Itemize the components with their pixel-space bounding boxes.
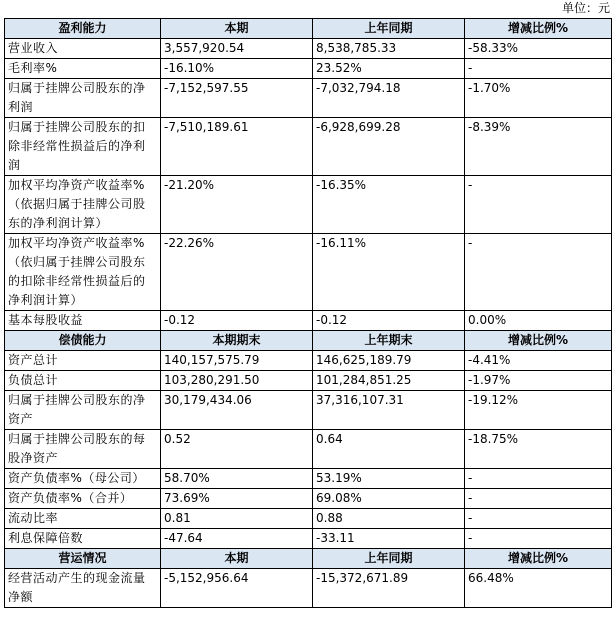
table-row	[5, 39, 612, 59]
table-row	[5, 118, 612, 176]
table-row	[5, 234, 612, 311]
row-label: 加权平均净资产收益率%（依据归属于挂牌公司股东的净利润计算）	[5, 176, 161, 234]
table-row	[5, 311, 612, 331]
prior-value: -0.12	[313, 311, 465, 331]
prior-value: 0.88	[313, 509, 465, 529]
table-row	[5, 469, 612, 489]
table-row	[5, 79, 612, 118]
column-header: 本期	[161, 19, 313, 39]
current-value: -47.64	[161, 529, 313, 549]
section-title: 营运情况	[5, 549, 161, 569]
table-row	[5, 351, 612, 371]
current-value: -5,152,956.64	[161, 569, 313, 608]
change-percent: -19.12%	[465, 391, 612, 430]
column-header: 上年同期	[313, 549, 465, 569]
prior-value: -16.35%	[313, 176, 465, 234]
current-value: -22.26%	[161, 234, 313, 311]
section-header-row	[5, 19, 612, 39]
change-percent: -	[465, 59, 612, 79]
row-label: 基本每股收益	[5, 311, 161, 331]
prior-value: 23.52%	[313, 59, 465, 79]
change-percent: -	[465, 234, 612, 311]
prior-value: -7,032,794.18	[313, 79, 465, 118]
table-row	[5, 176, 612, 234]
row-label: 营业收入	[5, 39, 161, 59]
financial-data-table	[4, 18, 612, 608]
prior-value: -33.11	[313, 529, 465, 549]
current-value: 140,157,575.79	[161, 351, 313, 371]
row-label: 利息保障倍数	[5, 529, 161, 549]
prior-value: 101,284,851.25	[313, 371, 465, 391]
row-label: 加权平均净资产收益率%（依归属于挂牌公司股东的扣除非经常性损益后的净利润计算）	[5, 234, 161, 311]
column-header: 增减比例%	[465, 549, 612, 569]
column-header: 上年期末	[313, 331, 465, 351]
section-header-row	[5, 549, 612, 569]
table-row	[5, 569, 612, 608]
column-header: 本期	[161, 549, 313, 569]
current-value: 0.52	[161, 430, 313, 469]
change-percent: -	[465, 489, 612, 509]
current-value: 3,557,920.54	[161, 39, 313, 59]
table-row	[5, 59, 612, 79]
table-row	[5, 509, 612, 529]
column-header: 增减比例%	[465, 19, 612, 39]
change-percent: -1.97%	[465, 371, 612, 391]
change-percent: 0.00%	[465, 311, 612, 331]
row-label: 流动比率	[5, 509, 161, 529]
row-label: 经营活动产生的现金流量净额	[5, 569, 161, 608]
column-header: 上年同期	[313, 19, 465, 39]
prior-value: -6,928,699.28	[313, 118, 465, 176]
row-label: 归属于挂牌公司股东的净资产	[5, 391, 161, 430]
change-percent: -	[465, 469, 612, 489]
change-percent: -1.70%	[465, 79, 612, 118]
prior-value: 37,316,107.31	[313, 391, 465, 430]
change-percent: -	[465, 529, 612, 549]
change-percent: -	[465, 176, 612, 234]
prior-value: 0.64	[313, 430, 465, 469]
current-value: -21.20%	[161, 176, 313, 234]
prior-value: 146,625,189.79	[313, 351, 465, 371]
change-percent: 66.48%	[465, 569, 612, 608]
current-value: -7,510,189.61	[161, 118, 313, 176]
current-value: -16.10%	[161, 59, 313, 79]
table-row	[5, 529, 612, 549]
current-value: 58.70%	[161, 469, 313, 489]
table-row	[5, 391, 612, 430]
row-label: 归属于挂牌公司股东的扣除非经常性损益后的净利润	[5, 118, 161, 176]
change-percent: -18.75%	[465, 430, 612, 469]
prior-value: 69.08%	[313, 489, 465, 509]
prior-value: -15,372,671.89	[313, 569, 465, 608]
current-value: 73.69%	[161, 489, 313, 509]
prior-value: -16.11%	[313, 234, 465, 311]
change-percent: -8.39%	[465, 118, 612, 176]
current-value: 30,179,434.06	[161, 391, 313, 430]
section-title: 偿债能力	[5, 331, 161, 351]
current-value: -0.12	[161, 311, 313, 331]
section-header-row	[5, 331, 612, 351]
row-label: 毛利率%	[5, 59, 161, 79]
change-percent: -	[465, 509, 612, 529]
current-value: 0.81	[161, 509, 313, 529]
change-percent: -58.33%	[465, 39, 612, 59]
table-row	[5, 489, 612, 509]
change-percent: -4.41%	[465, 351, 612, 371]
prior-value: 8,538,785.33	[313, 39, 465, 59]
section-title: 盈利能力	[5, 19, 161, 39]
table-row	[5, 430, 612, 469]
row-label: 资产负债率%（母公司）	[5, 469, 161, 489]
row-label: 负债总计	[5, 371, 161, 391]
unit-label: 单位：元	[561, 1, 610, 15]
row-label: 归属于挂牌公司股东的每股净资产	[5, 430, 161, 469]
column-header: 增减比例%	[465, 331, 612, 351]
row-label: 资产负债率%（合并）	[5, 489, 161, 509]
row-label: 资产总计	[5, 351, 161, 371]
prior-value: 53.19%	[313, 469, 465, 489]
current-value: 103,280,291.50	[161, 371, 313, 391]
current-value: -7,152,597.55	[161, 79, 313, 118]
column-header: 本期期末	[161, 331, 313, 351]
row-label: 归属于挂牌公司股东的净利润	[5, 79, 161, 118]
table-row	[5, 371, 612, 391]
